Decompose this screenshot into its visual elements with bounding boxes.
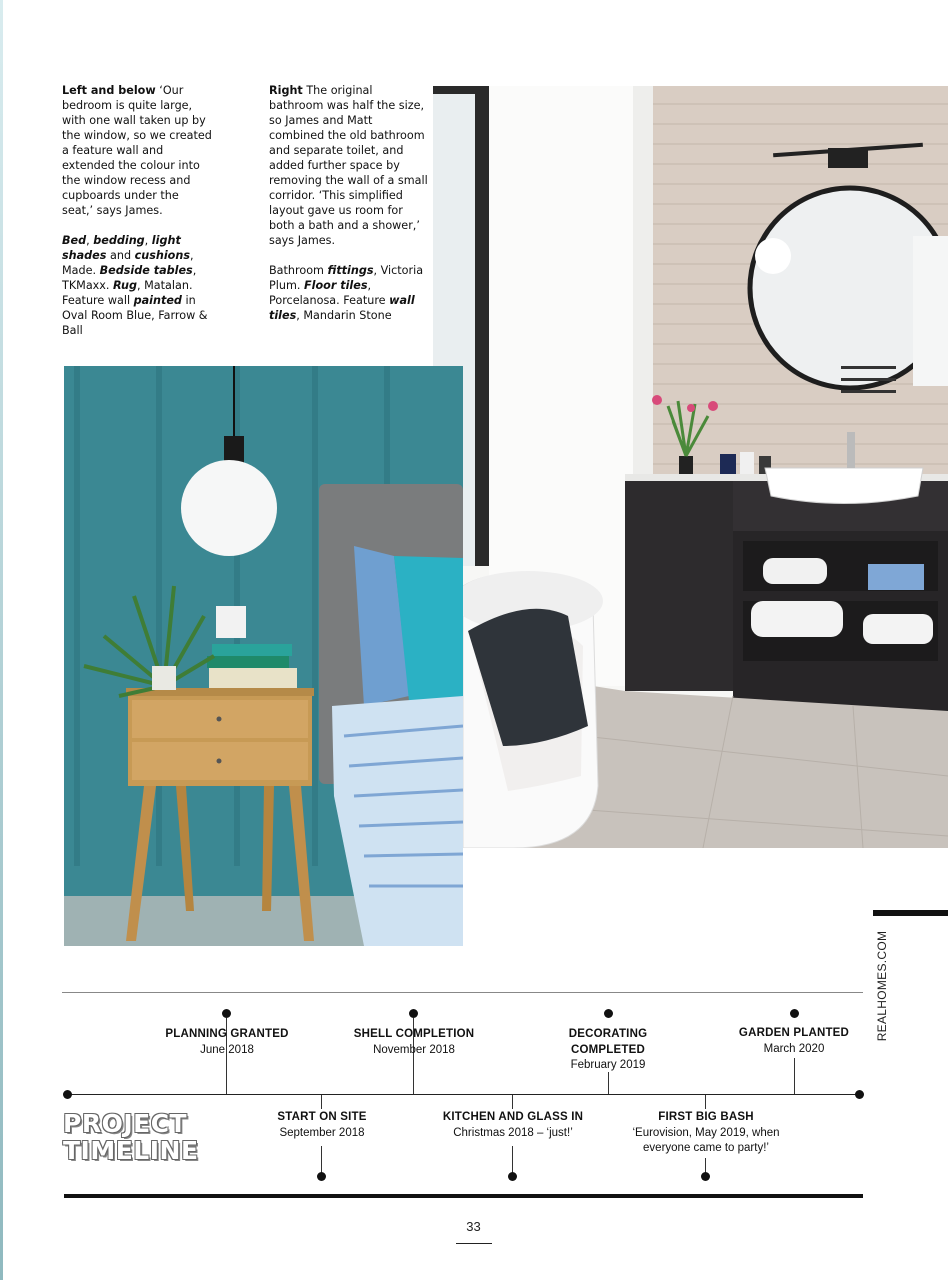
credit-run: , Mandarin Stone [296, 309, 392, 322]
event-date: Christmas 2018 – ‘just!’ [453, 1126, 573, 1139]
credit-run: Rug [113, 279, 138, 292]
bathroom-photo [433, 86, 948, 848]
event-dot [701, 1172, 710, 1181]
credit-run: wall tiles [269, 294, 415, 322]
event-date: September 2018 [279, 1126, 365, 1139]
timeline-bottom-rule [64, 1194, 863, 1198]
event-decorating-completed [553, 1027, 663, 1074]
credit-run: Bed [62, 234, 87, 247]
credit-run: and [106, 249, 135, 262]
event-stem [608, 1072, 609, 1094]
event-dot [508, 1172, 517, 1181]
event-dot [604, 1009, 613, 1018]
timeline-end-dot [855, 1090, 864, 1099]
credit-run: , [86, 234, 94, 247]
caption-left-lead: Left and below [62, 84, 156, 97]
credit-run: Bedside tables [99, 264, 193, 277]
page-number: 33 [466, 1219, 481, 1234]
page-edge [0, 0, 3, 1280]
event-title: DECORATING COMPLETED [568, 1028, 648, 1056]
timeline-title [63, 1110, 199, 1164]
credit-run: , [144, 234, 152, 247]
credit-run: , Made. [62, 249, 194, 277]
event-dot [409, 1009, 418, 1018]
credit-run: in Oval Room Blue, Farrow & Ball [62, 294, 208, 337]
timeline-axis [66, 1094, 862, 1095]
bedroom-illustration [64, 366, 463, 946]
side-accent-bar [873, 910, 948, 916]
event-title: START ON SITE [277, 1111, 367, 1123]
caption-left [62, 83, 212, 338]
event-date: ‘Eurovision, May 2019, when everyone came to party!’ [632, 1126, 780, 1154]
timeline-title-line2: TIMELINE [63, 1136, 199, 1165]
caption-right-lead: Right [269, 84, 303, 97]
credit-run: , Porcelanosa. Feature [269, 279, 390, 307]
credit-run: , TKMaxx. [62, 264, 197, 292]
event-stem [705, 1095, 706, 1109]
credit-run: bedding [93, 234, 145, 247]
bedroom-photo [64, 366, 463, 946]
timeline-top-rule [62, 992, 863, 993]
event-stem [512, 1095, 513, 1109]
caption-left-quote: ‘Our bedroom is quite large, with one wall taken up by the window, so we created a feature wall and extended the colour into the window recess and cupboards under the seat,’ says James. [62, 84, 212, 217]
event-shell-completion [334, 1027, 494, 1058]
event-date: March 2020 [763, 1042, 825, 1055]
page-number-underline [456, 1243, 492, 1244]
credit-run: fittings [327, 264, 374, 277]
caption-right-quote: The original bathroom was half the size, so James and Matt combined the old bathroom and separate toilet, and added further space by removing the wall of a small corridor. ‘This simplified layout gave us room for both a bath and a shower,’ says James. [269, 84, 428, 247]
event-planning-granted [146, 1027, 308, 1058]
site-url [872, 930, 892, 1042]
credit-run: , Matalan. Feature wall [62, 279, 193, 307]
event-stem [512, 1146, 513, 1174]
credit-run: cushions [134, 249, 190, 262]
event-stem [321, 1146, 322, 1174]
event-garden-planted [722, 1026, 866, 1057]
credit-run: Bathroom [269, 264, 328, 277]
credit-run: , Victoria Plum. [269, 264, 424, 292]
event-title: PLANNING GRANTED [165, 1028, 289, 1040]
event-dot [222, 1009, 231, 1018]
bathroom-illustration [433, 86, 948, 848]
event-stem [794, 1058, 795, 1094]
event-start-on-site [252, 1110, 392, 1141]
timeline-start-dot [63, 1090, 72, 1099]
site-url-text: REALHOMES.COM [875, 930, 889, 1042]
caption-left-credits [62, 233, 212, 338]
credit-run: Floor tiles [303, 279, 368, 292]
event-dot [317, 1172, 326, 1181]
event-title: GARDEN PLANTED [738, 1027, 850, 1039]
timeline-title-line1: PROJECT [63, 1109, 188, 1138]
event-title: FIRST BIG BASH [658, 1111, 754, 1123]
event-stem [321, 1095, 322, 1109]
credit-run: painted [133, 294, 182, 307]
event-dot [790, 1009, 799, 1018]
credit-run: light shades [62, 234, 181, 262]
event-title: SHELL COMPLETION [353, 1028, 475, 1040]
event-date: November 2018 [373, 1043, 455, 1056]
event-first-big-bash [627, 1110, 785, 1157]
event-title: KITCHEN AND GLASS IN [442, 1111, 584, 1123]
event-kitchen-and-glass [427, 1110, 599, 1141]
event-date: February 2019 [570, 1059, 646, 1071]
caption-right-credits [269, 263, 429, 323]
event-date: June 2018 [200, 1043, 254, 1056]
caption-right [269, 83, 429, 323]
